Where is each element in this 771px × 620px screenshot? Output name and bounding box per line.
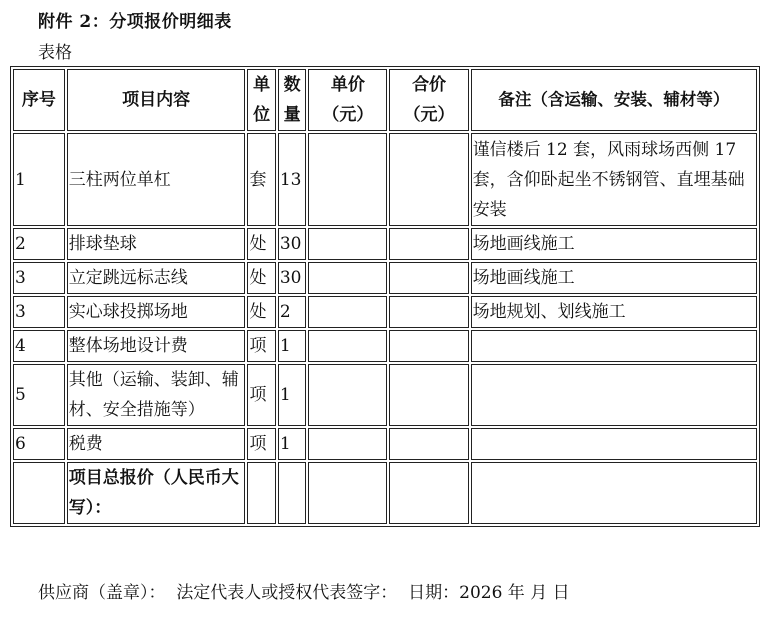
cell-total-price[interactable] — [389, 296, 468, 328]
cell-qty: 30 — [278, 262, 306, 294]
table-row — [13, 133, 757, 226]
header-total-line2: （元） — [403, 105, 455, 125]
cell-qty: 13 — [278, 133, 306, 226]
cell-total-price[interactable] — [389, 262, 468, 294]
cell-unit-price[interactable] — [308, 296, 387, 328]
total-unit-price-cell[interactable] — [308, 462, 387, 524]
header-qty-line2: 量 — [283, 105, 301, 125]
cell-unit: 套 — [247, 133, 275, 226]
header-unit-line2: 位 — [253, 105, 271, 125]
header-unit-line1: 单 — [253, 75, 271, 95]
total-total-price-cell[interactable] — [389, 462, 468, 524]
cell-seq: 3 — [13, 262, 65, 294]
cell-item: 税费 — [67, 428, 246, 460]
cell-remark: 谨信楼后 12 套，风雨球场西侧 17 套，含仰卧起坐不锈钢管、直埋基础安装 — [471, 133, 757, 226]
table-row — [13, 262, 757, 294]
header-qty-line1: 数 — [283, 75, 301, 95]
header-seq: 序号 — [13, 69, 65, 131]
cell-unit: 处 — [247, 228, 275, 260]
cell-seq: 3 — [13, 296, 65, 328]
representative-signature-label: 法定代表人或授权代表签字： — [176, 583, 398, 603]
cell-qty: 1 — [278, 364, 306, 426]
cell-unit-price[interactable] — [308, 262, 387, 294]
total-row — [13, 462, 757, 524]
date-label: 日期：2026 年 月 日 — [408, 583, 570, 603]
header-total-price — [389, 69, 468, 131]
table-row — [13, 228, 757, 260]
cell-unit: 项 — [247, 428, 275, 460]
cell-seq: 2 — [13, 228, 65, 260]
header-item: 项目内容 — [67, 69, 246, 131]
cell-unit: 处 — [247, 262, 275, 294]
document-subtitle: 表格 — [38, 43, 72, 63]
table-row — [13, 330, 757, 362]
cell-unit-price[interactable] — [308, 364, 387, 426]
total-qty-cell — [278, 462, 306, 524]
cell-remark — [471, 364, 757, 426]
cell-remark — [471, 330, 757, 362]
cell-unit-price[interactable] — [308, 133, 387, 226]
cell-remark — [471, 428, 757, 460]
total-remark-cell[interactable] — [471, 462, 757, 524]
cell-unit: 项 — [247, 330, 275, 362]
table-row — [13, 364, 757, 426]
header-price-line2: （元） — [322, 105, 374, 125]
cell-item: 其他（运输、装卸、辅材、安全措施等） — [67, 364, 246, 426]
cell-qty: 1 — [278, 330, 306, 362]
header-total-line1: 合价 — [412, 75, 447, 95]
header-remark: 备注（含运输、安装、辅材等） — [471, 69, 757, 131]
cell-item: 实心球投掷场地 — [67, 296, 246, 328]
total-seq-cell — [13, 462, 65, 524]
cell-seq: 1 — [13, 133, 65, 226]
table-row — [13, 296, 757, 328]
cell-item: 立定跳远标志线 — [67, 262, 246, 294]
total-unit-cell — [247, 462, 275, 524]
cell-total-price[interactable] — [389, 133, 468, 226]
cell-seq: 6 — [13, 428, 65, 460]
cell-item: 排球垫球 — [67, 228, 246, 260]
cell-qty: 2 — [278, 296, 306, 328]
cell-remark: 场地画线施工 — [471, 228, 757, 260]
cell-item: 三柱两位单杠 — [67, 133, 246, 226]
document-title: 附件 2：分项报价明细表 — [38, 12, 232, 32]
table-header-row — [13, 69, 757, 131]
cell-item: 整体场地设计费 — [67, 330, 246, 362]
total-price-label: 项目总报价（人民币大写）： — [67, 462, 246, 524]
cell-remark: 场地规划、划线施工 — [471, 296, 757, 328]
cell-seq: 5 — [13, 364, 65, 426]
cell-unit-price[interactable] — [308, 330, 387, 362]
quote-table — [10, 66, 760, 527]
cell-qty: 1 — [278, 428, 306, 460]
cell-total-price[interactable] — [389, 330, 468, 362]
header-unit — [247, 69, 275, 131]
cell-unit-price[interactable] — [308, 428, 387, 460]
header-unit-price — [308, 69, 387, 131]
cell-unit: 项 — [247, 364, 275, 426]
table-row — [13, 428, 757, 460]
header-qty — [278, 69, 306, 131]
cell-seq: 4 — [13, 330, 65, 362]
cell-total-price[interactable] — [389, 428, 468, 460]
cell-total-price[interactable] — [389, 364, 468, 426]
supplier-seal-label: 供应商（盖章）： — [38, 583, 166, 603]
signature-footer — [38, 578, 570, 603]
header-price-line1: 单价 — [330, 75, 365, 95]
cell-total-price[interactable] — [389, 228, 468, 260]
cell-qty: 30 — [278, 228, 306, 260]
cell-unit-price[interactable] — [308, 228, 387, 260]
cell-remark: 场地画线施工 — [471, 262, 757, 294]
cell-unit: 处 — [247, 296, 275, 328]
